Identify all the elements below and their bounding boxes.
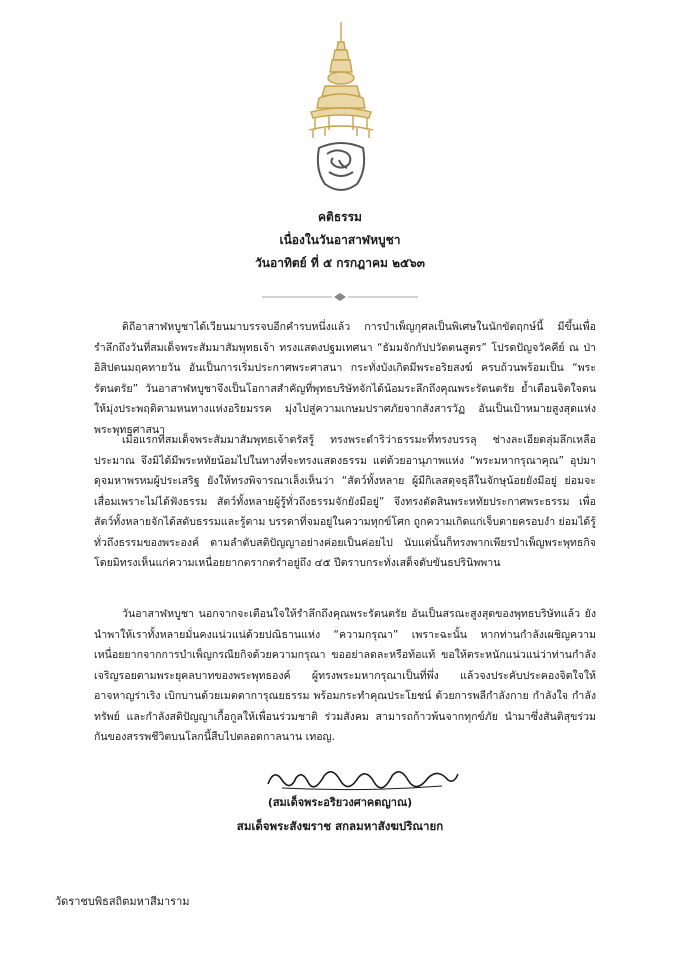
royal-emblem-logo [305, 20, 377, 198]
footer-location: วัดราชบพิธสถิตมหาสีมาราม [55, 895, 190, 908]
signatory-title: สมเด็จพระสังฆราช สกลมหาสังฆปริณายก [236, 819, 444, 833]
paragraph-text: วันอาสาฬหบูชา นอกจากจะเตือนใจให้รำลึกถึงคุณพระรัตนตรัย อันเป็นสรณะสูงสุดของพุทธบริษัทแล้ว ยังนำพาให้เราทั้งหลายมั่นคงแน่วแน่ด้วยปณิธานแห่ง “ความกรุณา” เพราะฉะนั้น หากท่านกำลังเผชิญความเหนื่อยยากจากการบำเพ็ญกรณียกิจด้วยความกรุณา ขออย่าลดละหรือท้อแท้ ขอให้ตระหนักแน่วแน่ว่าท่านกำลังเจริญรอยตามพระยุคลบาทของพระพุทธองค์ ผู้ทรงพระมหากรุณาเป็นที่พึ่ง แล้วจงประคับประคองจิตใจให้อาจหาญร่าเริง เบิกบานด้วยเมตตาการุณยธรรม พร้อมกระทำคุณประโยชน์ ด้วยการพลีกำลังกาย กำลังใจ กำลังทรัพย์ และกำลังสติปัญญาเกื้อกูลให้เพื่อนร่วมชาติ ร่วมสังคม สามารถก้าวพ้นจากทุกข์ภัย นำมาซึ่งสันติสุขร่วมกันของสรรพชีวิตบนโลกนี้สืบไปตลอดกาลนาน เทอญ. [94, 608, 596, 743]
paragraph-1 [94, 317, 596, 440]
paragraph-3 [94, 604, 596, 748]
document-title: คติธรรม [318, 210, 362, 224]
document-subtitle: เนื่องในวันอาสาฬหบูชา [279, 233, 401, 247]
handwritten-signature [262, 760, 462, 794]
paragraph-2 [94, 430, 596, 574]
paragraph-text: เมื่อแรกที่สมเด็จพระสัมมาสัมพุทธเจ้าตรัสรู้ ทรงพระดำริว่าธรรมะที่ทรงบรรลุ ช่างละเอียดลุ่มลึกเหลือประมาณ จึงมิได้มีพระหทัยน้อมไปในทางที่จะทรงแสดงธรรม แต่ด้วยอานุภาพแห่ง “พระมหากรุณาคุณ” อุปมาดุจมหาพรหมผู้ประเสริฐ ยังให้ทรงพิจารณาเล็งเห็นว่า “สัตว์ทั้งหลาย ผู้มีกิเลสดุจธุลีในจักษุน้อยยังมีอยู่ ย่อมจะเสื่อมเพราะไม่ได้ฟังธรรม สัตว์ทั้งหลายผู้รู้ทั่วถึงธรรมจักยังมีอยู่” จึงทรงตัดสินพระหทัยประกาศพระธรรม เพื่อสัตว์ทั้งหลายจักได้สดับธรรมและรู้ตาม บรรดาที่จมอยู่ในความทุกข์โศก ถูกความเกิดแก่เจ็บตายครอบงำ ย่อมได้รู้ทั่วถึงธรรมของพระองค์ ตามลำดับสติปัญญาอย่างค่อยเป็นค่อยไป นับแต่นั้นก็ทรงพากเพียรบำเพ็ญพระพุทธกิจโดยมิทรงเห็นแก่ความเหนื่อยยากตรากตรำอยู่ถึง ๔๕ ปีตราบกระทั่งเสด็จดับขันธปรินิพพาน [94, 434, 596, 569]
paragraph-text: ดิถีอาสาฬหบูชาได้เวียนมาบรรจบอีกคำรบหนึ่งแล้ว การบำเพ็ญกุศลเป็นพิเศษในนักขัตฤกษ์นี้ มีขึ้นเพื่อรำลึกถึงวันที่สมเด็จพระสัมมาสัมพุทธเจ้า ทรงแสดงปฐมเทศนา “ธัมมจักกัปปวัตตนสูตร” โปรดปัญจวัคคีย์ ณ ป่าอิสิปตนมฤคทายวัน อันเป็นการเริ่มประกาศพระศาสนา กระทั่งบังเกิดมีพระอริยสงฆ์ ครบถ้วนพร้อมเป็น “พระรัตนตรัย” วันอาสาฬหบูชาจึงเป็นโอกาสสำคัญที่พุทธบริษัทจักได้น้อมระลึกถึงคุณพระรัตนตรัย ย้ำเตือนจิตใจตนให้มุ่งประพฤติตามหนทางแห่งอริยมรรค มุ่งไปสู่ความเกษมปราศภัยจากสังสารวัฏ อันเป็นเป้าหมายสูงสุดแห่งพระพุทธศาสนา [94, 321, 596, 436]
signatory-name: (สมเด็จพระอริยวงศาคตญาณ) [267, 796, 413, 809]
ornamental-divider [262, 292, 418, 302]
document-date: วันอาทิตย์ ที่ ๕ กรกฎาคม ๒๕๖๓ [255, 256, 425, 270]
